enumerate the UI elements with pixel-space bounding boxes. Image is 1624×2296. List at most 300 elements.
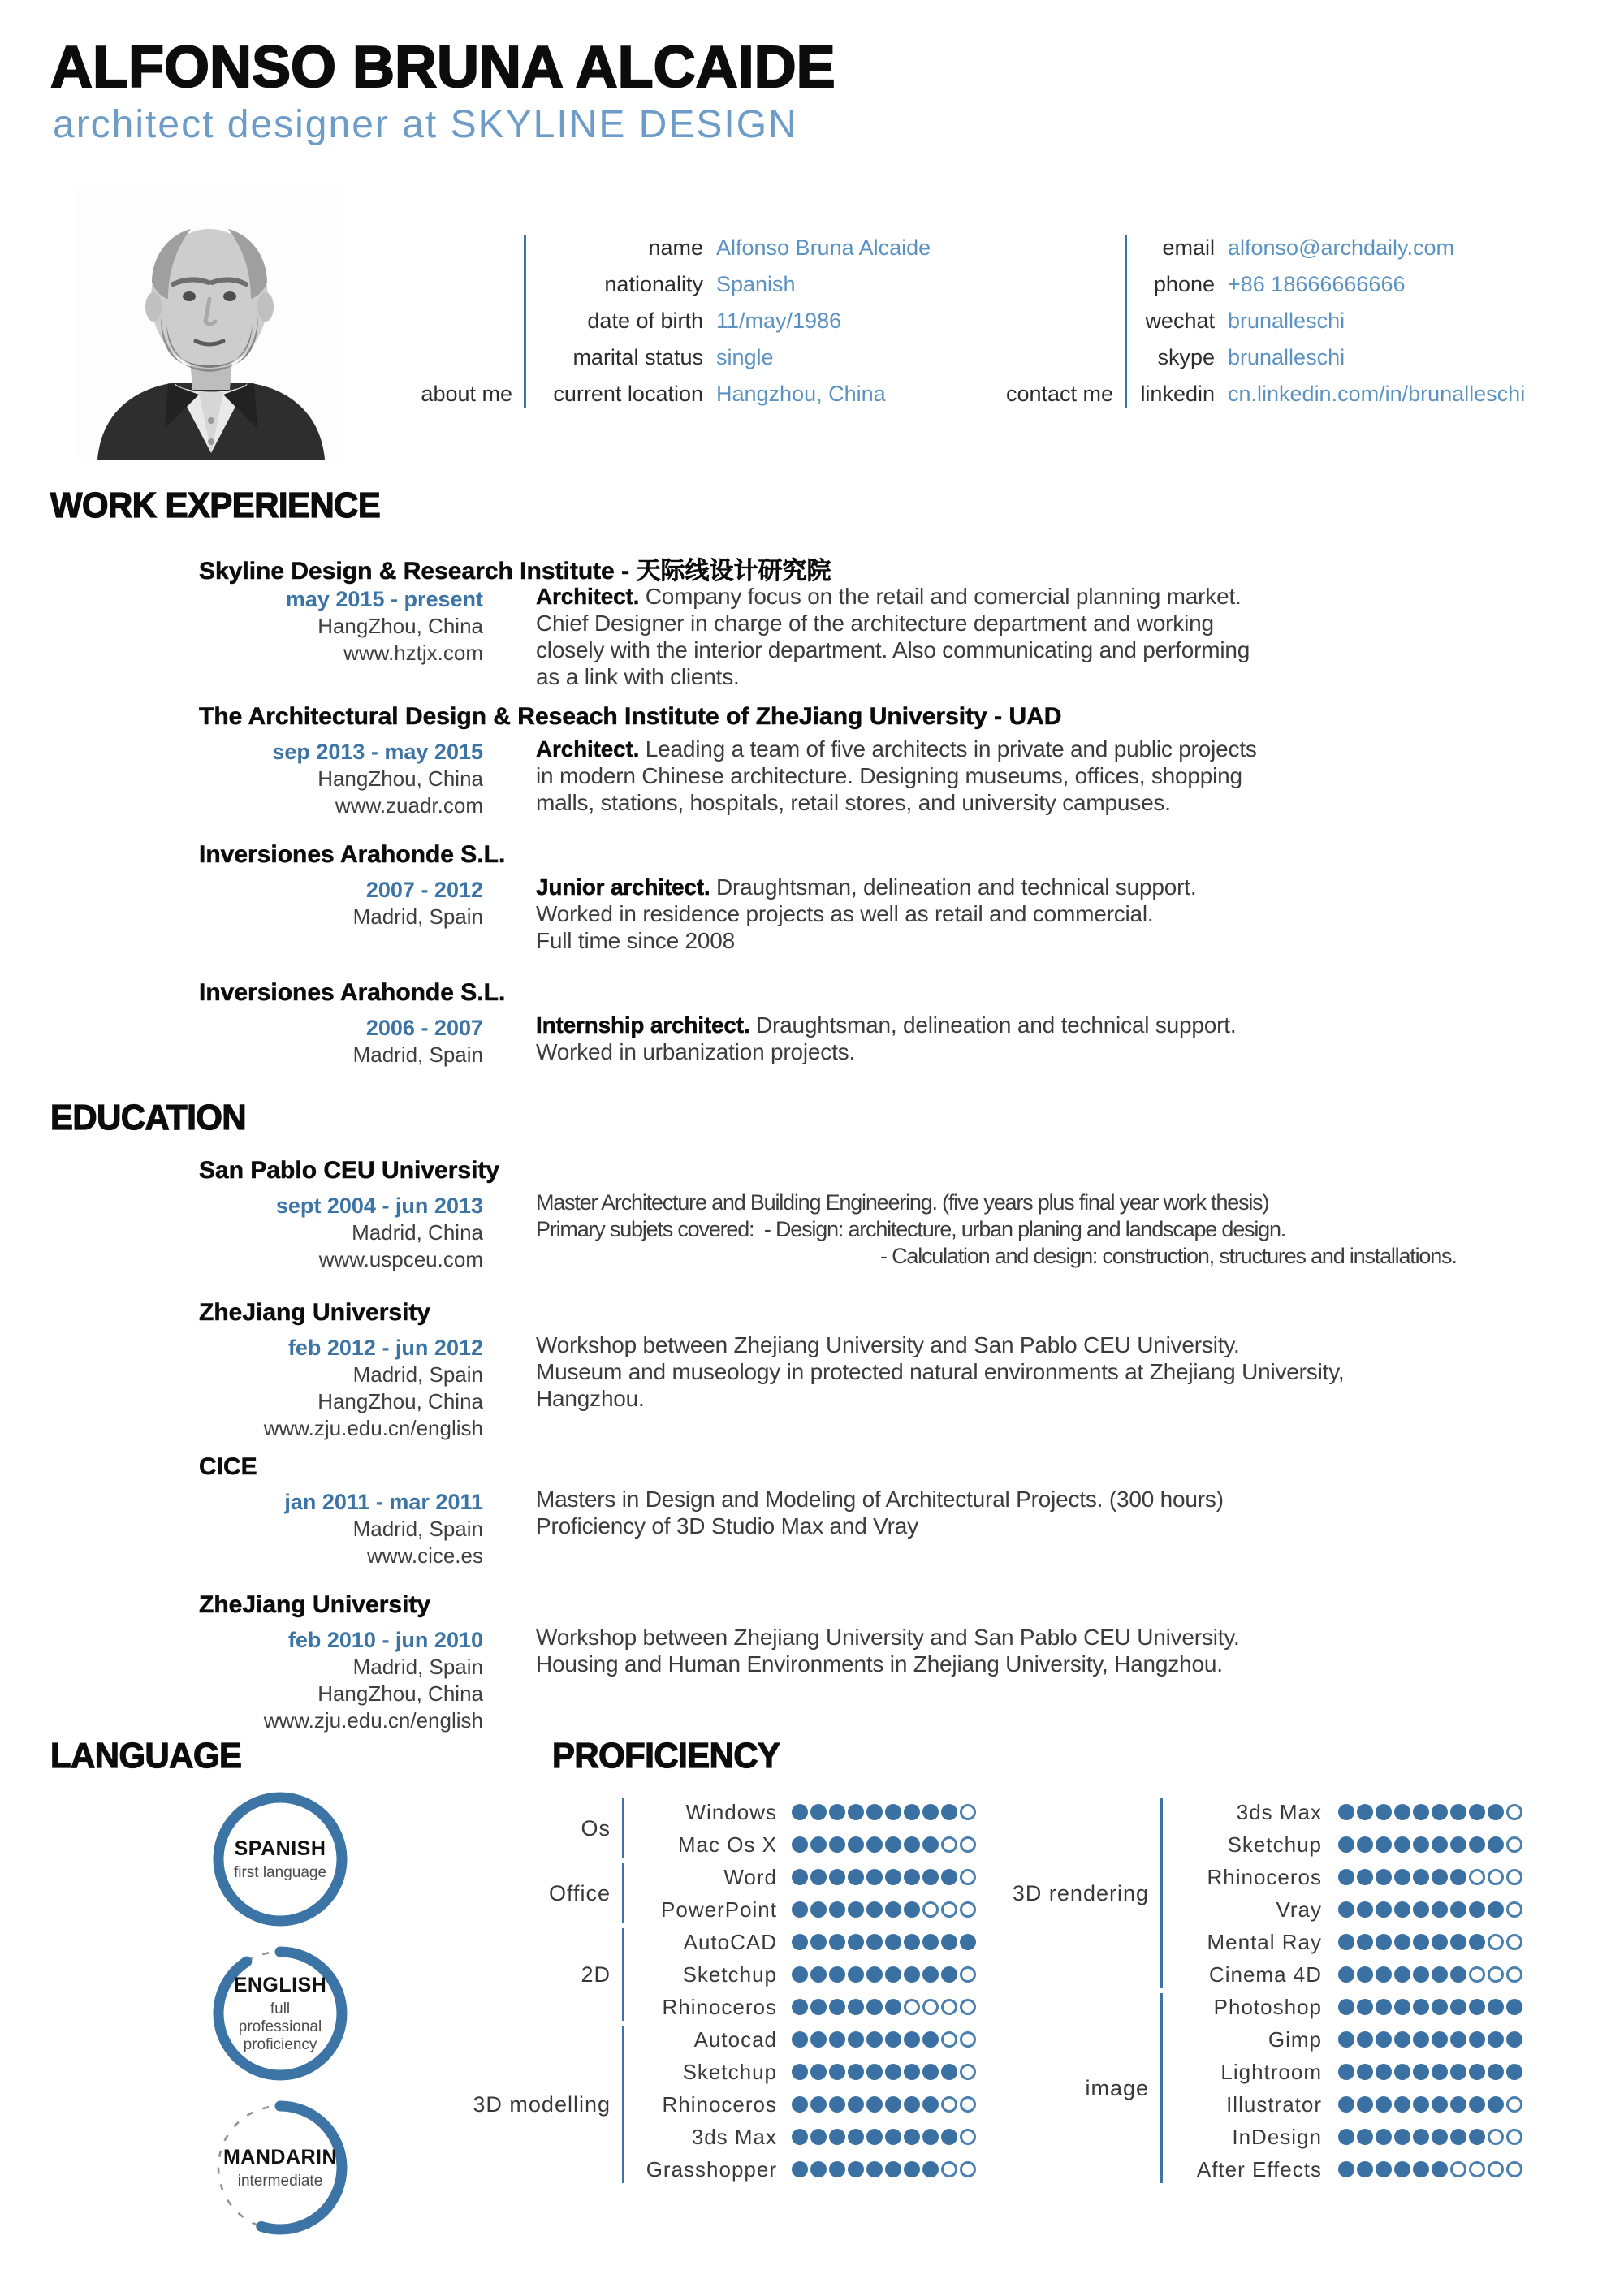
- contact-field-label: email: [1162, 235, 1215, 260]
- skill-dot-filled: [1450, 1999, 1466, 2015]
- skill-dot-filled: [1450, 1966, 1466, 1983]
- skill-dot-filled: [848, 2096, 864, 2113]
- work-desc-line: Worked in residence projects as well as retail and commercial.: [536, 901, 1154, 926]
- education-entry-location: Madrid, China: [352, 1220, 483, 1245]
- proficiency-skill-name: Cinema 4D: [1208, 1962, 1322, 1987]
- skill-dot-empty: [1506, 1901, 1522, 1918]
- skill-dot-filled: [1469, 1999, 1485, 2015]
- proficiency-skill-name: 3ds Max: [691, 2124, 777, 2149]
- education-entry-location: Madrid, Spain: [352, 1655, 483, 1679]
- language-name: MANDARIN: [222, 2145, 338, 2169]
- work-entry-title: Inversiones Arahonde S.L.: [199, 979, 506, 1006]
- language-level: intermediate: [237, 2172, 323, 2190]
- skill-dot-filled: [1432, 1999, 1448, 2015]
- skill-dot-filled: [810, 2031, 827, 2048]
- proficiency-dot-scale: [1338, 2096, 1525, 2113]
- education-entry-period: feb 2010 - jun 2010: [287, 1628, 483, 1652]
- skill-dot-filled: [1394, 1836, 1410, 1853]
- skill-dot-filled: [1413, 2161, 1429, 2177]
- skill-dot-filled: [829, 2096, 845, 2113]
- skill-dot-filled: [1450, 2096, 1466, 2113]
- skill-dot-filled: [1357, 1999, 1373, 2015]
- skill-dot-empty: [1488, 1869, 1504, 1885]
- skill-dot-filled: [1376, 2031, 1392, 2048]
- skill-dot-filled: [1357, 2064, 1373, 2080]
- education-entry-side: [199, 1489, 483, 1569]
- education-entry-website[interactable]: www.zju.edu.cn/english: [263, 1416, 483, 1440]
- skill-dot-filled: [1506, 1999, 1522, 2015]
- skill-dot-filled: [1469, 1836, 1485, 1853]
- education-entry-website[interactable]: www.uspceu.com: [318, 1247, 483, 1271]
- work-entry-description: [536, 874, 1592, 954]
- education-desc-line: Housing and Human Environments in Zhejiang University, Hangzhou.: [536, 1651, 1223, 1677]
- skill-dot-empty: [1488, 2129, 1504, 2145]
- proficiency-skill-row: [1163, 2023, 1525, 2056]
- contact-field-row: [1127, 266, 1525, 303]
- proficiency-skill-name: Sketchup: [682, 2059, 777, 2084]
- work-desc-line: Junior architect. Draughtsman, delineation and technical support.: [536, 874, 1197, 900]
- skill-dot-filled: [1338, 1804, 1354, 1820]
- proficiency-skill-name: 3ds Max: [1236, 1799, 1322, 1824]
- education-desc-line: Proficiency of 3D Studio Max and Vray: [536, 1513, 918, 1539]
- contact-field-label: phone: [1153, 272, 1215, 296]
- skill-dot-filled: [1394, 2096, 1410, 2113]
- work-entry-website[interactable]: www.hztjx.com: [343, 641, 483, 665]
- skill-dot-filled: [1357, 1804, 1373, 1820]
- skill-dot-filled: [866, 1869, 883, 1885]
- skill-dot-filled: [829, 1901, 845, 1918]
- proficiency-dot-scale: [1338, 2129, 1525, 2145]
- skill-dot-filled: [810, 1901, 827, 1918]
- language-item-text: [211, 1790, 349, 1928]
- education-entry-title: San Pablo CEU University: [199, 1157, 500, 1184]
- proficiency-dot-scale: [1338, 2064, 1525, 2080]
- proficiency-heading: PROFICIENCY: [552, 1736, 780, 1776]
- skill-dot-filled: [810, 1966, 827, 1983]
- work-role-label: Architect.: [536, 736, 640, 762]
- skill-dot-filled: [792, 2031, 808, 2048]
- language-name: ENGLISH: [233, 1973, 327, 1996]
- skill-dot-filled: [1413, 2031, 1429, 2048]
- skill-dot-filled: [810, 1869, 827, 1885]
- skill-dot-filled: [792, 2129, 808, 2145]
- skill-dot-filled: [1488, 1836, 1504, 1853]
- work-entry-website[interactable]: www.zuadr.com: [335, 793, 483, 818]
- language-item-text: [211, 1944, 349, 2082]
- skill-dot-filled: [1469, 1934, 1485, 1950]
- work-entry-location: HangZhou, China: [317, 614, 483, 638]
- work-desc-line: Architect. Leading a team of five architects in private and public projects: [536, 736, 1257, 762]
- proficiency-skill-row: [1163, 1958, 1525, 1991]
- skill-dot-filled: [792, 1966, 808, 1983]
- language-heading: LANGUAGE: [50, 1736, 242, 1776]
- skill-dot-filled: [810, 2161, 827, 2177]
- proficiency-group: [349, 1861, 978, 1926]
- contact-field-value[interactable]: cn.linkedin.com/in/brunalleschi: [1228, 382, 1526, 406]
- contact-field-label: skype: [1157, 345, 1215, 369]
- about-field-value: Spanish: [716, 272, 796, 296]
- skill-dot-filled: [829, 2161, 845, 2177]
- work-role-label: Architect.: [536, 584, 640, 609]
- proficiency-group: [349, 2023, 978, 2186]
- skill-dot-filled: [1506, 2031, 1522, 2048]
- skill-dot-filled: [1450, 1901, 1466, 1918]
- work-desc-line: Architect. Company focus on the retail and comercial planning market.: [536, 584, 1242, 609]
- education-desc-line: Hangzhou.: [536, 1386, 645, 1411]
- proficiency-skill-name: Word: [723, 1864, 777, 1889]
- skill-dot-filled: [1488, 1804, 1504, 1820]
- skill-dot-filled: [1394, 1934, 1410, 1950]
- proficiency-skill-name: After Effects: [1196, 2156, 1322, 2182]
- skill-dot-filled: [829, 2129, 845, 2145]
- skill-dot-filled: [866, 1999, 883, 2015]
- education-entry-side: [199, 1335, 483, 1442]
- skill-dot-filled: [1376, 2129, 1392, 2145]
- skill-dot-filled: [848, 1804, 864, 1820]
- skill-dot-filled: [866, 1804, 883, 1820]
- skill-dot-filled: [1432, 2161, 1448, 2177]
- skill-dot-filled: [1450, 1934, 1466, 1950]
- work-role-label: Junior architect.: [536, 874, 710, 900]
- proficiency-skill-name: Illustrator: [1226, 2091, 1322, 2117]
- skill-dot-filled: [1394, 2064, 1410, 2080]
- proficiency-skill-name: Lightroom: [1220, 2059, 1322, 2084]
- skill-dot-filled: [1432, 1804, 1448, 1820]
- skill-dot-filled: [792, 2064, 808, 2080]
- proficiency-skill-row: [1163, 2121, 1525, 2153]
- skill-dot-filled: [1338, 2161, 1354, 2177]
- proficiency-group-label: Os: [581, 1815, 611, 1841]
- about-field-label: nationality: [604, 272, 703, 296]
- about-field-label: marital status: [572, 345, 703, 369]
- skill-dot-filled: [1469, 2064, 1485, 2080]
- contact-field-row: [1127, 376, 1525, 412]
- education-entry-title: ZheJiang University: [199, 1591, 431, 1618]
- work-desc-line: closely with the interior department. Also communicating and performing: [536, 637, 1250, 662]
- skill-dot-filled: [848, 2161, 864, 2177]
- work-entry-side: [199, 739, 483, 819]
- proficiency-dot-scale: [1338, 1804, 1525, 1820]
- education-entry-side: [199, 1627, 483, 1734]
- skill-dot-filled: [866, 2161, 883, 2177]
- skill-dot-filled: [829, 1836, 845, 1853]
- person-job-title: architect designer at SKYLINE DESIGN: [53, 103, 798, 146]
- work-entry-location: Madrid, Spain: [352, 904, 483, 929]
- proficiency-group: [885, 1991, 1525, 2186]
- skill-dot-filled: [1394, 1999, 1410, 2015]
- proficiency-dot-scale: [1338, 1934, 1525, 1950]
- skill-dot-filled: [866, 2031, 883, 2048]
- contact-field-value[interactable]: alfonso@archdaily.com: [1228, 235, 1455, 260]
- skill-dot-filled: [1413, 1999, 1429, 2015]
- skill-dot-filled: [1413, 1836, 1429, 1853]
- education-desc-line: - Calculation and design: construction, structures and installations.: [880, 1244, 1457, 1268]
- skill-dot-filled: [810, 2096, 827, 2113]
- proficiency-skill-name: Rhinoceros: [662, 1994, 777, 2019]
- contact-field-row: [1127, 230, 1525, 266]
- skill-dot-filled: [829, 1966, 845, 1983]
- skill-dot-filled: [810, 1934, 827, 1950]
- skill-dot-empty: [1506, 2161, 1522, 2177]
- work-desc-line: Internship architect. Draughtsman, delineation and technical support.: [536, 1012, 1237, 1038]
- contact-field-row: [1127, 303, 1525, 339]
- education-desc-line: Primary subjets covered: - Design: architecture, urban planing and landscape design.: [536, 1217, 1286, 1241]
- education-entry-website[interactable]: www.zju.edu.cn/english: [263, 1708, 483, 1733]
- work-entry-description: [536, 1012, 1592, 1065]
- work-entry-location: HangZhou, China: [317, 766, 483, 791]
- proficiency-skill-name: InDesign: [1232, 2124, 1322, 2149]
- work-role-label: Internship architect.: [536, 1012, 750, 1038]
- skill-dot-filled: [829, 1804, 845, 1820]
- skill-dot-filled: [1488, 2064, 1504, 2080]
- skill-dot-filled: [848, 2064, 864, 2080]
- education-entry-side: [199, 1193, 483, 1273]
- skill-dot-filled: [1469, 2031, 1485, 2048]
- skill-dot-empty: [1506, 2096, 1522, 2113]
- education-desc-line: Workshop between Zhejiang University and San Pablo CEU University.: [536, 1332, 1240, 1357]
- skill-dot-filled: [1394, 2031, 1410, 2048]
- work-entry-period: may 2015 - present: [285, 587, 483, 611]
- work-desc-line: Chief Designer in charge of the architecture department and working: [536, 611, 1214, 636]
- education-entry-location: Madrid, Spain: [352, 1517, 483, 1541]
- education-heading: EDUCATION: [50, 1098, 247, 1137]
- skill-dot-filled: [848, 2129, 864, 2145]
- work-entry-title: The Architectural Design & Reseach Institute of ZheJiang University - UAD: [199, 703, 1062, 730]
- skill-dot-filled: [829, 1934, 845, 1950]
- skill-dot-empty: [1506, 2129, 1522, 2145]
- skill-dot-filled: [1357, 2031, 1373, 2048]
- skill-dot-filled: [866, 1836, 883, 1853]
- skill-dot-filled: [1413, 2064, 1429, 2080]
- proficiency-skill-row: [1163, 1861, 1525, 1893]
- skill-dot-filled: [1357, 1836, 1373, 1853]
- skill-dot-filled: [1376, 1869, 1392, 1885]
- proficiency-group-label: 3D modelling: [473, 2091, 611, 2117]
- skill-dot-filled: [829, 1999, 845, 2015]
- work-desc-line: as a link with clients.: [536, 664, 740, 689]
- skill-dot-filled: [1450, 1804, 1466, 1820]
- skill-dot-filled: [1432, 1836, 1448, 1853]
- language-item: [211, 1944, 349, 2082]
- education-entry-period: jan 2011 - mar 2011: [284, 1490, 483, 1514]
- about-field-value: 11/may/1986: [716, 309, 842, 333]
- work-entry-description: [536, 583, 1592, 690]
- language-name: SPANISH: [234, 1836, 326, 1860]
- skill-dot-empty: [1506, 1869, 1522, 1885]
- education-desc-line: Workshop between Zhejiang University and San Pablo CEU University.: [536, 1625, 1240, 1650]
- proficiency-dot-scale: [1338, 2031, 1525, 2048]
- work-entry-side: [199, 877, 483, 930]
- work-desc-line: in modern Chinese architecture. Designing museums, offices, shopping: [536, 763, 1242, 788]
- skill-dot-empty: [1469, 1966, 1485, 1983]
- skill-dot-filled: [1376, 2064, 1392, 2080]
- skill-dot-filled: [792, 2096, 808, 2113]
- skill-dot-filled: [1338, 1836, 1354, 1853]
- person-name: ALFONSO BRUNA ALCAIDE: [50, 35, 836, 100]
- skill-dot-filled: [829, 2064, 845, 2080]
- proficiency-skill-name: Mental Ray: [1207, 1929, 1322, 1954]
- education-entry-location: Madrid, Spain: [352, 1362, 483, 1387]
- proficiency-group: [349, 1926, 978, 2023]
- about-field-value: Alfonso Bruna Alcaide: [716, 235, 931, 260]
- skill-dot-filled: [1394, 1966, 1410, 1983]
- skill-dot-filled: [1432, 1869, 1448, 1885]
- work-entry-location: Madrid, Spain: [352, 1042, 483, 1067]
- skill-dot-filled: [1394, 1804, 1410, 1820]
- skill-dot-empty: [1488, 1966, 1504, 1983]
- skill-dot-filled: [1338, 1966, 1354, 1983]
- skill-dot-filled: [810, 1836, 827, 1853]
- proficiency-skill-row: [1163, 1893, 1525, 1926]
- proficiency-skill-row: [1163, 1796, 1525, 1828]
- proficiency-skill-name: Rhinoceros: [662, 2091, 777, 2117]
- proficiency-skill-row: [1163, 1991, 1525, 2023]
- work-entry-title: Inversiones Arahonde S.L.: [199, 841, 506, 868]
- education-entry-title: ZheJiang University: [199, 1299, 431, 1326]
- skill-dot-filled: [1357, 2161, 1373, 2177]
- proficiency-dot-scale: [1338, 1869, 1525, 1885]
- skill-dot-filled: [1338, 2129, 1354, 2145]
- skill-dot-filled: [866, 1901, 883, 1918]
- skill-dot-filled: [1432, 1966, 1448, 1983]
- skill-dot-filled: [1469, 2096, 1485, 2113]
- skill-dot-filled: [1413, 1934, 1429, 1950]
- skill-dot-filled: [1432, 1934, 1448, 1950]
- language-level: first language: [233, 1863, 327, 1881]
- skill-dot-filled: [848, 1999, 864, 2015]
- language-item: [211, 1790, 349, 1928]
- skill-dot-filled: [1488, 2031, 1504, 2048]
- skill-dot-filled: [866, 1934, 883, 1950]
- proficiency-skill-name: Mac Os X: [677, 1832, 777, 1857]
- proficiency-skill-row: [1163, 1828, 1525, 1861]
- contact-field-value: brunalleschi: [1228, 309, 1345, 333]
- proficiency-group-label: image: [1085, 2075, 1149, 2100]
- work-entry-period: 2006 - 2007: [365, 1016, 483, 1040]
- skill-dot-filled: [1376, 1804, 1392, 1820]
- proficiency-skill-name: Autocad: [693, 2026, 777, 2052]
- skill-dot-filled: [866, 1966, 883, 1983]
- proficiency-skill-name: Vray: [1276, 1897, 1322, 1922]
- skill-dot-empty: [1506, 1966, 1522, 1983]
- skill-dot-filled: [1357, 1869, 1373, 1885]
- skill-dot-filled: [866, 2096, 883, 2113]
- skill-dot-filled: [1450, 2129, 1466, 2145]
- skill-dot-filled: [829, 1869, 845, 1885]
- skill-dot-filled: [1338, 1999, 1354, 2015]
- proficiency-skill-row: [1163, 1926, 1525, 1958]
- work-entry-title: Skyline Design & Research Institute - 天际线设计研究院: [199, 558, 831, 585]
- skill-dot-filled: [1450, 1836, 1466, 1853]
- skill-dot-filled: [1357, 1966, 1373, 1983]
- about-field-label: date of birth: [587, 309, 703, 333]
- education-entry-description: [536, 1624, 1592, 1677]
- skill-dot-filled: [1432, 2031, 1448, 2048]
- contact-field-label: linkedin: [1140, 382, 1215, 406]
- skill-dot-filled: [792, 1869, 808, 1885]
- proficiency-skill-row: [1163, 2056, 1525, 2088]
- skill-dot-empty: [1450, 2161, 1466, 2177]
- proficiency-group-label: Office: [548, 1880, 611, 1905]
- skill-dot-filled: [1469, 2129, 1485, 2145]
- skill-dot-filled: [1432, 2064, 1448, 2080]
- skill-dot-filled: [1376, 2096, 1392, 2113]
- proficiency-group-label: 2D: [581, 1962, 611, 1987]
- education-entry-description: [536, 1331, 1592, 1412]
- skill-dot-filled: [1357, 1901, 1373, 1918]
- skill-dot-filled: [848, 2031, 864, 2048]
- work-desc-line: Worked in urbanization projects.: [536, 1039, 856, 1064]
- skill-dot-empty: [1506, 1934, 1522, 1950]
- contact-field-value: brunalleschi: [1228, 345, 1345, 369]
- about-field-label: current location: [553, 382, 703, 406]
- skill-dot-filled: [1376, 2161, 1392, 2177]
- contact-section: [836, 230, 1525, 412]
- skill-dot-filled: [1357, 2129, 1373, 2145]
- skill-dot-filled: [1338, 1934, 1354, 1950]
- skill-dot-filled: [1338, 2031, 1354, 2048]
- work-entry-period: sep 2013 - may 2015: [272, 740, 483, 764]
- skill-dot-filled: [1376, 1901, 1392, 1918]
- education-entry-location: HangZhou, China: [317, 1681, 483, 1706]
- skill-dot-filled: [1432, 1901, 1448, 1918]
- proficiency-skill-name: Rhinoceros: [1207, 1864, 1322, 1889]
- work-experience-heading: WORK EXPERIENCE: [50, 486, 381, 525]
- proficiency-dot-scale: [1338, 1966, 1525, 1983]
- proficiency-dot-scale: [1338, 1836, 1525, 1853]
- skill-dot-filled: [866, 2129, 883, 2145]
- work-desc-line: Full time since 2008: [536, 928, 736, 953]
- skill-dot-filled: [792, 1999, 808, 2015]
- skill-dot-filled: [1413, 1966, 1429, 1983]
- skill-dot-filled: [866, 2064, 883, 2080]
- skill-dot-filled: [792, 1901, 808, 1918]
- education-entry-period: sept 2004 - jun 2013: [275, 1193, 483, 1218]
- skill-dot-filled: [1450, 1869, 1466, 1885]
- skill-dot-filled: [1450, 2064, 1466, 2080]
- proficiency-skill-name: Windows: [685, 1799, 777, 1824]
- skill-dot-empty: [1506, 1804, 1522, 1820]
- skill-dot-filled: [1394, 2161, 1410, 2177]
- proficiency-skill-name: Grasshopper: [646, 2156, 777, 2182]
- about-section: [231, 230, 931, 412]
- skill-dot-empty: [1469, 1869, 1485, 1885]
- work-entry-period: 2007 - 2012: [365, 878, 483, 902]
- proficiency-dot-scale: [1338, 1999, 1525, 2015]
- skill-dot-filled: [1394, 2129, 1410, 2145]
- education-entry-website[interactable]: www.cice.es: [366, 1543, 483, 1568]
- skill-dot-filled: [848, 1966, 864, 1983]
- proficiency-skill-name: Sketchup: [682, 1962, 777, 1987]
- skill-dot-filled: [810, 1804, 827, 1820]
- proficiency-skill-name: PowerPoint: [661, 1897, 777, 1922]
- education-entry-description: [536, 1189, 1592, 1270]
- education-entry-title: CICE: [199, 1453, 257, 1480]
- skill-dot-filled: [848, 1869, 864, 1885]
- about-field-value: Hangzhou, China: [716, 382, 886, 406]
- skill-dot-filled: [1469, 1901, 1485, 1918]
- contact-label: contact me: [1005, 382, 1113, 406]
- skill-dot-filled: [792, 1804, 808, 1820]
- skill-dot-filled: [1413, 1804, 1429, 1820]
- skill-dot-filled: [1357, 2096, 1373, 2113]
- skill-dot-filled: [1376, 1966, 1392, 1983]
- skill-dot-filled: [1488, 1901, 1504, 1918]
- skill-dot-filled: [1413, 2129, 1429, 2145]
- work-entry-description: [536, 736, 1592, 816]
- skill-dot-filled: [1338, 1869, 1354, 1885]
- skill-dot-filled: [1394, 1901, 1410, 1918]
